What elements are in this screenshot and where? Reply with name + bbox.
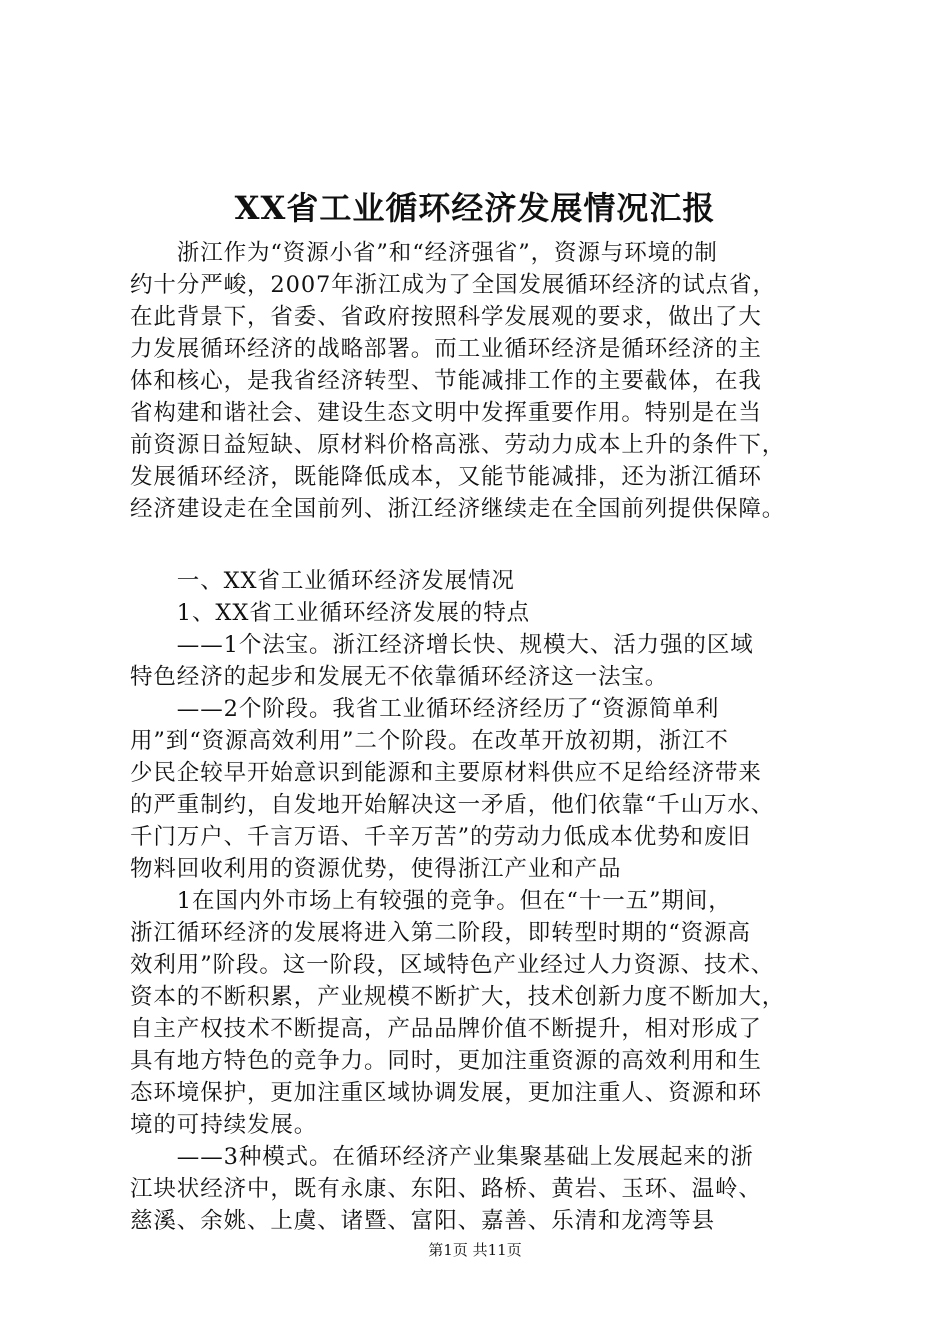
section-heading: 一、XX省工业循环经济发展情况 [130,568,515,594]
paragraph-line: 发展循环经济，既能降低成本，又能节能减排，还为浙江循环 [130,464,762,490]
paragraph-line: 资本的不断积累，产业规模不断扩大，技术创新力度不断加大， [130,984,786,1010]
document-title: XX省工业循环经济发展情况汇报 [234,189,716,227]
paragraph-line: 在此背景下，省委、省政府按照科学发展观的要求，做出了大 [130,304,762,330]
paragraph-line: 态环境保护，更加注重区域协调发展，更加注重人、资源和环 [130,1080,762,1106]
subsection-heading: 1、XX省工业循环经济发展的特点 [130,600,531,626]
paragraph-line: 特色经济的起步和发展无不依靠循环经济这一法宝。 [130,664,669,690]
paragraph-line: 千门万户、千言万语、千辛万苦”的劳动力低成本优势和废旧 [130,824,751,850]
paragraph-line: 江块状经济中，既有永康、东阳、路桥、黄岩、玉环、温岭、 [130,1176,762,1202]
document-body [130,237,832,1237]
paragraph-line: 力发展循环经济的战略部署。而工业循环经济是循环经济的主 [130,336,762,362]
paragraph-line: 1在国内外市场上有较强的竞争。但在“十一五”期间， [130,888,732,914]
paragraph-line: ——2个阶段。我省工业循环经济经历了“资源简单利 [130,696,720,722]
paragraph-line: 效利用”阶段。这一阶段，区域特色产业经过人力资源、技术、 [130,952,775,978]
paragraph-line: 前资源日益短缺、原材料价格高涨、劳动力成本上升的条件下， [130,432,786,458]
paragraph-line: 具有地方特色的竞争力。同时，更加注重资源的高效利用和生 [130,1048,762,1074]
paragraph-line: 自主产权技术不断提高，产品品牌价值不断提升，相对形成了 [130,1016,762,1042]
paragraph-line: 约十分严峻，2007年浙江成为了全国发展循环经济的试点省， [130,272,776,298]
paragraph-gap [130,525,832,565]
paragraph-line: 少民企较早开始意识到能源和主要原材料供应不足给经济带来 [130,760,762,786]
paragraph-line: 浙江作为“资源小省”和“经济强省”，资源与环境的制 [130,240,718,266]
paragraph-line: 的严重制约，自发地开始解决这一矛盾，他们依靠“千山万水、 [130,792,775,818]
page-number: 第1页 共11页 [428,1241,522,1259]
paragraph-line: 慈溪、余姚、上虞、诸暨、富阳、嘉善、乐清和龙湾等县 [130,1208,716,1234]
paragraph-line: 境的可持续发展。 [130,1112,318,1138]
paragraph-line: 浙江循环经济的发展将进入第二阶段，即转型时期的“资源高 [130,920,751,946]
paragraph-line: ——3种模式。在循环经济产业集聚基础上发展起来的浙 [130,1144,754,1170]
paragraph-line: 经济建设走在全国前列、浙江经济继续走在全国前列提供保障。 [130,496,786,522]
paragraph-line: 体和核心，是我省经济转型、节能减排工作的主要截体，在我 [130,368,762,394]
paragraph-line: ——1个法宝。浙江经济增长快、规模大、活力强的区域 [130,632,754,658]
paragraph-line: 省构建和谐社会、建设生态文明中发挥重要作用。特别是在当 [130,400,762,426]
paragraph-line: 物料回收利用的资源优势，使得浙江产业和产品 [130,856,622,882]
paragraph-line: 用”到“资源高效利用”二个阶段。在改革开放初期，浙江不 [130,728,729,754]
